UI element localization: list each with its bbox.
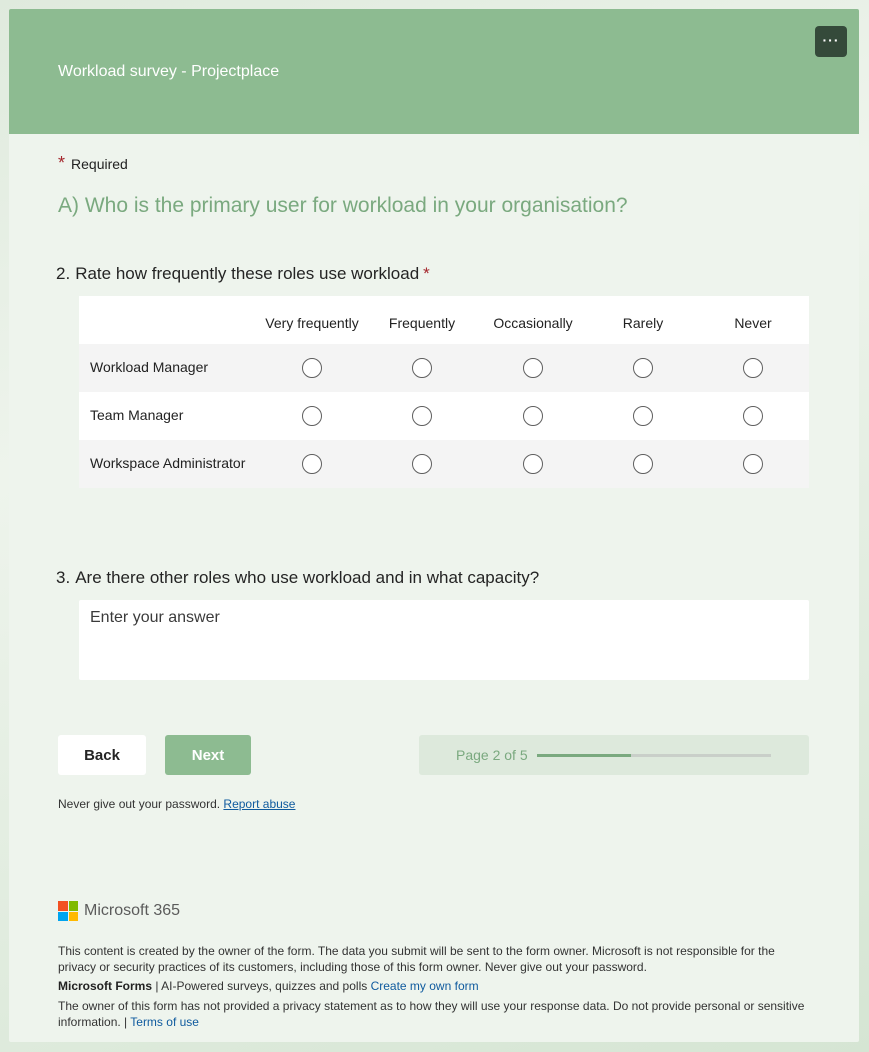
password-notice (58, 797, 295, 811)
radio-workspace-administrator-rarely[interactable] (633, 454, 653, 474)
column-occasionally: Occasionally (493, 315, 573, 331)
radio-workload-manager-never[interactable] (743, 358, 763, 378)
likert-table (79, 296, 809, 488)
radio-workload-manager-very-frequently[interactable] (302, 358, 322, 378)
likert-row-team-manager (79, 392, 809, 440)
footer-privacy (58, 998, 808, 1030)
back-button[interactable]: Back (58, 735, 146, 775)
create-form-link[interactable]: Create my own form (370, 979, 479, 993)
radio-workspace-administrator-very-frequently[interactable] (302, 454, 322, 474)
radio-team-manager-occasionally[interactable] (523, 406, 543, 426)
question-3-number: 3. (56, 568, 71, 587)
required-note (58, 153, 128, 174)
likert-row-workload-manager (79, 344, 809, 392)
radio-workload-manager-rarely[interactable] (633, 358, 653, 378)
form-header (9, 9, 859, 134)
question-3-title (56, 568, 539, 588)
row-label-workload-manager: Workload Manager (90, 359, 209, 375)
required-label: Required (71, 156, 128, 172)
row-label-team-manager: Team Manager (90, 407, 184, 423)
question-2-required-star: * (423, 264, 430, 283)
required-star: * (58, 153, 66, 173)
column-never: Never (734, 315, 772, 331)
footer-forms-line (58, 978, 808, 994)
report-abuse-link[interactable]: Report abuse (223, 797, 296, 811)
question-2-title (56, 264, 430, 284)
form-card (9, 9, 859, 1042)
column-rarely: Rarely (622, 315, 664, 331)
brand-name: Microsoft 365 (84, 902, 181, 919)
question-3-text: Are there other roles who use workload and in what capacity? (75, 568, 540, 587)
answer-input[interactable] (79, 600, 809, 680)
radio-workspace-administrator-never[interactable] (743, 454, 763, 474)
likert-header-row (79, 296, 809, 344)
radio-workspace-administrator-occasionally[interactable] (523, 454, 543, 474)
form-title: Workload survey - Projectplace (58, 63, 280, 80)
terms-of-use-link[interactable]: Terms of use (130, 1015, 199, 1029)
question-2-text: Rate how frequently these roles use workload (75, 264, 420, 283)
progress-text: Page 2 of 5 (456, 747, 528, 763)
progress-fill (537, 754, 631, 757)
microsoft-365-logo (58, 901, 180, 921)
section-title: A) Who is the primary user for workload in your organisation? (58, 194, 628, 217)
radio-team-manager-frequently[interactable] (412, 406, 432, 426)
column-very-frequently: Very frequently (265, 315, 359, 331)
more-options-button[interactable]: ··· (815, 26, 847, 57)
microsoft-logo-icon (58, 901, 78, 921)
next-button[interactable]: Next (165, 735, 251, 775)
question-2-number: 2. (56, 264, 71, 283)
progress-track (537, 754, 771, 757)
forms-tagline: | AI-Powered surveys, quizzes and polls (152, 979, 371, 993)
privacy-text: The owner of this form has not provided a privacy statement as to how they will use your response data. Do not provide personal or sensitive information. | (58, 999, 805, 1029)
radio-workload-manager-occasionally[interactable] (523, 358, 543, 378)
radio-workload-manager-frequently[interactable] (412, 358, 432, 378)
page-progress (419, 735, 809, 775)
footer-disclaimer: This content is created by the owner of the form. The data you submit will be sent to the form owner. Microsoft is not responsible for the privacy or security practices of its customers, including those of this form owner. Never give out your password. (58, 944, 775, 974)
row-label-workspace-administrator: Workspace Administrator (90, 455, 246, 471)
radio-team-manager-never[interactable] (743, 406, 763, 426)
radio-team-manager-rarely[interactable] (633, 406, 653, 426)
forms-name: Microsoft Forms (58, 979, 153, 993)
password-notice-text: Never give out your password. (58, 797, 221, 811)
radio-team-manager-very-frequently[interactable] (302, 406, 322, 426)
radio-workspace-administrator-frequently[interactable] (412, 454, 432, 474)
column-frequently: Frequently (388, 315, 456, 331)
likert-row-workspace-administrator (79, 440, 809, 488)
